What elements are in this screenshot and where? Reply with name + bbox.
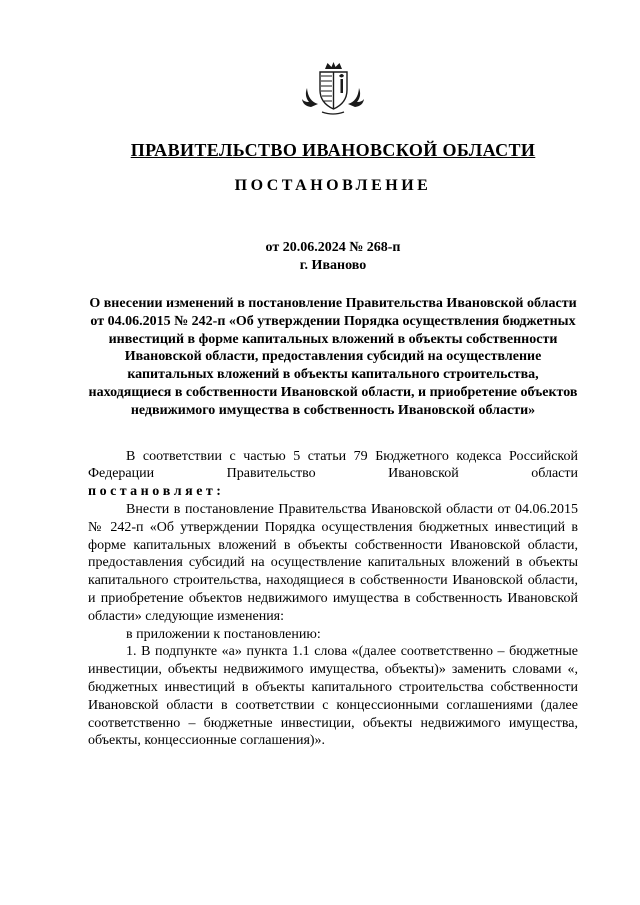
paragraph-item-1: 1. В подпункте «а» пункта 1.1 слова «(далее соответственно – бюджетные инвестиции, объекты недвижимого имущества, объекты)» заменить словами «, бюджетных инвестиций в объекты капитального строительства собственности Ивановской области в соответствии с концессионными соглашениями (далее соответственно – бюджетные инвестиции, объекты недвижимого имущества, объекты, концессионные соглашения)».	[88, 644, 578, 749]
paragraph-annex: в приложении к постановлению:	[126, 626, 321, 642]
paragraph-intro	[88, 448, 578, 501]
resolve-word: п о с т а н о в л я е т :	[88, 484, 221, 500]
doc-body	[88, 448, 578, 751]
doc-date-number: от 20.06.2024 № 268-п	[265, 240, 401, 255]
intro-text: В соответствии с частью 5 статьи 79 Бюджетного кодекса Российской Федерации Правительство Ивановской области	[88, 448, 578, 482]
coat-of-arms-icon	[296, 60, 370, 118]
emblem-container	[88, 60, 578, 118]
org-title-text: ПРАВИТЕЛЬСТВО ИВАНОВСКОЙ ОБЛАСТИ	[130, 140, 536, 160]
paragraph-amendment: Внести в постановление Правительства Ивановской области от 04.06.2015 № 242-п «Об утверждении Порядка осуществления бюджетных инвестиций в форме капитальных вложений в объекты собственности Ивановской области, предоставления субсидий на осуществление капитальных вложений в объекты капитального строительства, находящиеся в собственности Ивановской области, и приобретение объектов недвижимого имущества в собственность Ивановской области» следующие изменения:	[88, 501, 578, 624]
org-title	[88, 140, 578, 161]
doc-city: г. Иваново	[299, 258, 367, 273]
doc-type-title: ПОСТАНОВЛЕНИЕ	[234, 177, 432, 194]
doc-subject: О внесении изменений в постановление Правительства Ивановской области от 04.06.2015 № 242-п «Об утверждении Порядка осуществления бюджетных инвестиций в форме капитальных вложений в объекты собственности Ивановской области, предоставления субсидий на осуществление капитальных вложений в объекты капитального строительства, находящиеся в собственности Ивановской области, и приобретение объектов недвижимого имущества в собственность Ивановской области»	[88, 296, 578, 418]
